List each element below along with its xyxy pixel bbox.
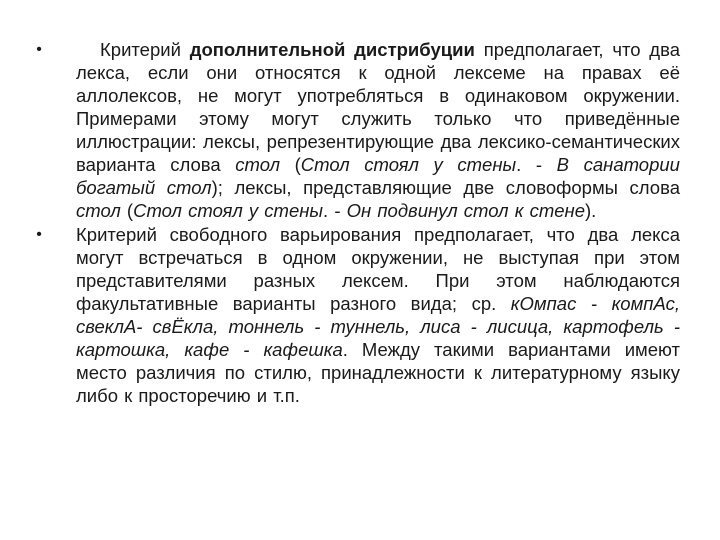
italic-example: стол [235,154,281,175]
bullet-complementary-distribution [32,38,680,222]
italic-example: Стол стоял у стены [133,200,324,221]
italic-example: Стол стоял у стены [300,154,517,175]
bullet-free-variation [32,223,680,407]
bullet-list [32,38,680,407]
italic-example: Он подвинул стол к стене [346,200,585,221]
bold-term: дополнительной дистрибуции [189,39,475,60]
text-run: ). [585,200,597,221]
bullet-icon: • [36,226,42,243]
text-run: . - [516,154,557,175]
italic-example: стол [76,200,121,221]
text-run: предполагает, что два лекса, если они относятся к одной лексеме на правах её аллолексов, не могут употребляться в одинаковом окружении. Примерами этому могут служить только что приведённые иллюстрации: лексы, репрезентирующие два лексико-семантических варианта слова [76,39,680,175]
text-run: ( [120,200,134,221]
italic-example: В санатории богатый стол [76,154,680,198]
text-run: Критерий [100,39,190,60]
text-run: ( [280,154,301,175]
text-run: . - [323,200,347,221]
italic-examples: кОмпас - компАс, свеклА- свЁкла, тоннель - туннель, лиса - лисица, картофель - картошка, кафе - кафешка [76,293,680,360]
bullet-icon: • [36,41,42,58]
text-run: . Между такими вариантами имеют место различия по стилю, принадлежности к литературному языку либо к просторечию и т.п. [76,339,680,406]
text-run: Критерий свободного варьирования предполагает, что два лекса могут встречаться в одном окружении, не выступая при этом представителями разных лексем. При этом наблюдаются факультативные варианты разного вида; ср. [76,224,680,314]
text-run: ); лексы, представляющие две словоформы слова [211,177,681,198]
